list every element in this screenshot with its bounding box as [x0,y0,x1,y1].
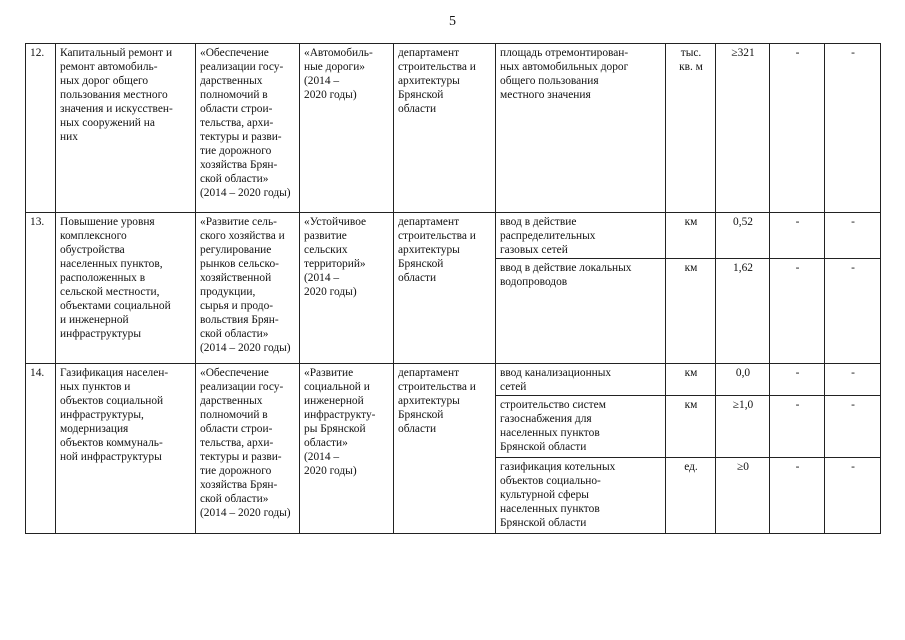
state-program: «Обеспечение реализации госу- дарственных полномочий в области строи- тельства, архи- тектуры и разви- тие дорожного хозяйства Брян- ской области» (2014 – 2020 годы) [196,364,300,534]
indicator-value: 0,52 [716,213,770,259]
event-name: Капитальный ремонт и ремонт автомобиль- ных дорог общего пользования местного значения и искусствен- ных сооружений на них [56,44,196,213]
indicator-dash-2: - [825,396,881,458]
indicator-value: 1,62 [716,259,770,364]
row-number: 13. [26,213,56,364]
table-row [26,364,881,396]
indicator-dash-1: - [770,213,825,259]
indicator-name: газификация котельных объектов социально- культурной сферы населенных пунктов Брянской области [496,458,666,534]
subprogram: «Автомобиль- ные дороги» (2014 – 2020 годы) [300,44,394,213]
subprogram: «Развитие социальной и инженерной инфраструкту- ры Брянской области» (2014 – 2020 годы) [300,364,394,534]
executor: департамент строительства и архитектуры Брянской области [394,44,496,213]
indicator-unit: км [666,396,716,458]
program-measures-table [25,43,881,534]
indicator-name: строительство систем газоснабжения для населенных пунктов Брянской области [496,396,666,458]
table-row [26,44,881,213]
indicator-unit: тыс. кв. м [666,44,716,213]
indicator-name: ввод канализационных сетей [496,364,666,396]
indicator-value: ≥1,0 [716,396,770,458]
indicator-dash-1: - [770,44,825,213]
indicator-unit: км [666,213,716,259]
executor: департамент строительства и архитектуры Брянской области [394,213,496,364]
indicator-dash-1: - [770,259,825,364]
indicator-dash-2: - [825,44,881,213]
state-program: «Обеспечение реализации госу- дарственных полномочий в области строи- тельства, архи- тектуры и разви- тие дорожного хозяйства Брян- ской области» (2014 – 2020 годы) [196,44,300,213]
executor: департамент строительства и архитектуры Брянской области [394,364,496,534]
indicator-unit: ед. [666,458,716,534]
table-row [26,213,881,259]
indicator-dash-2: - [825,458,881,534]
indicator-value: ≥0 [716,458,770,534]
indicator-dash-2: - [825,213,881,259]
state-program: «Развитие сель- ского хозяйства и регулирование рынков сельско- хозяйственной продукции, сырья и продо- вольствия Брян- ской области» (2014 – 2020 годы) [196,213,300,364]
indicator-unit: км [666,364,716,396]
indicator-unit: км [666,259,716,364]
subprogram: «Устойчивое развитие сельских территорий» (2014 – 2020 годы) [300,213,394,364]
event-name: Газификация населен- ных пунктов и объектов социальной инфраструктуры, модернизация объектов коммуналь- ной инфраструктуры [56,364,196,534]
indicator-dash-1: - [770,364,825,396]
indicator-dash-1: - [770,458,825,534]
page-number: 5 [449,14,456,29]
indicator-value: ≥321 [716,44,770,213]
indicator-name: ввод в действие локальных водопроводов [496,259,666,364]
indicator-dash-2: - [825,364,881,396]
event-name: Повышение уровня комплексного обустройства населенных пунктов, расположенных в сельской местности, объектами социальной и инженерной инфраструктуры [56,213,196,364]
indicator-name: ввод в действие распределительных газовых сетей [496,213,666,259]
indicator-name: площадь отремонтирован- ных автомобильных дорог общего пользования местного значения [496,44,666,213]
indicator-value: 0,0 [716,364,770,396]
indicator-dash-1: - [770,396,825,458]
indicator-dash-2: - [825,259,881,364]
row-number: 14. [26,364,56,534]
row-number: 12. [26,44,56,213]
